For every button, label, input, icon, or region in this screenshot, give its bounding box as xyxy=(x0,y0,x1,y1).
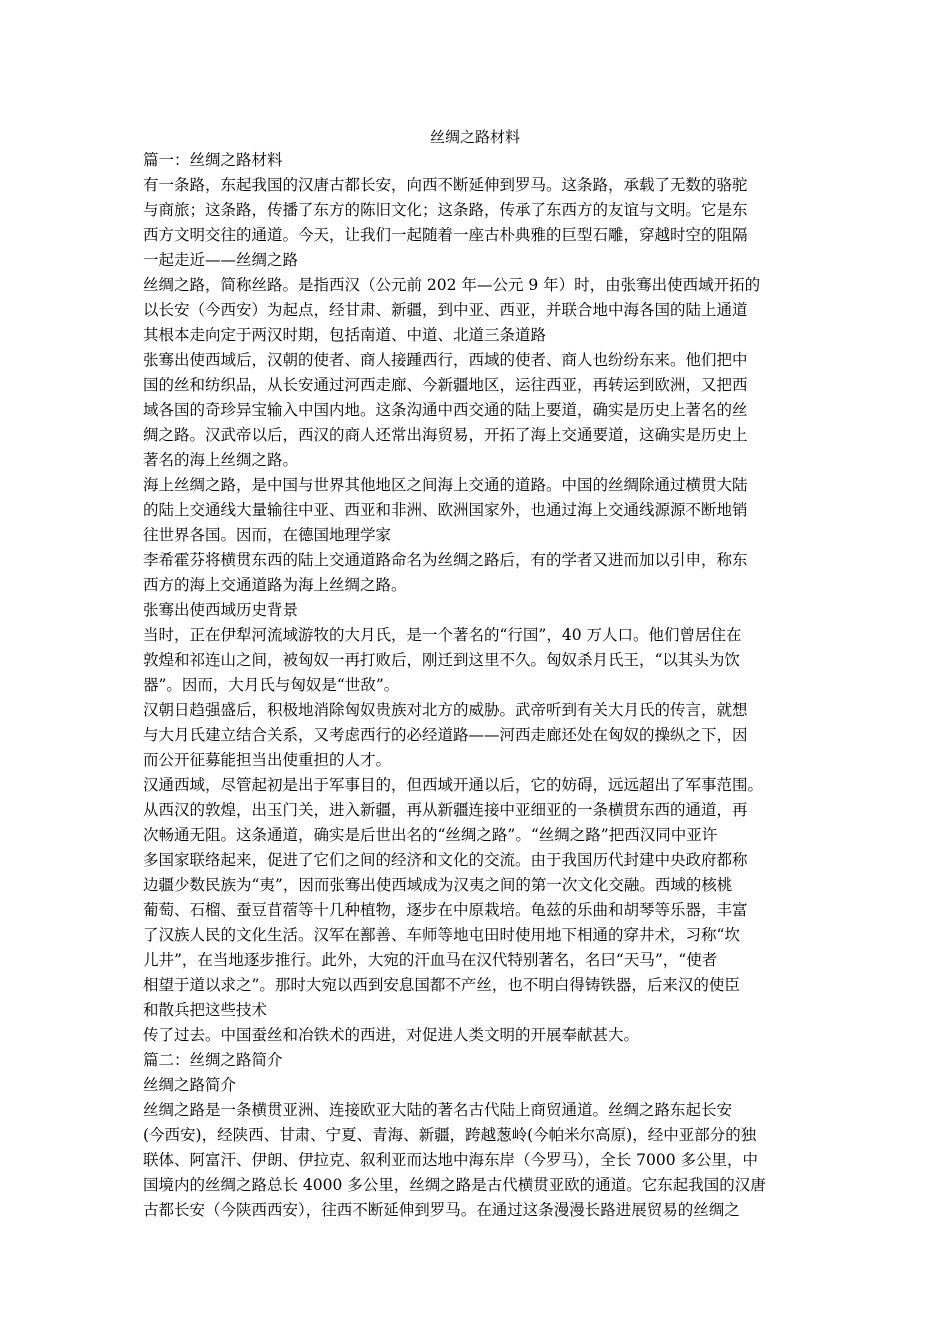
text-line: 国境内的丝绸之路总长 4000 多公里，丝绸之路是古代横贯亚欧的通道。它东起我国的汉唐 xyxy=(143,1176,766,1194)
text-line: 丝绸之路，简称丝路。是指西汉（公元前 202 年—公元 9 年）时，由张骞出使西域开拓的 xyxy=(143,276,761,294)
text-line: 李希霍芬将横贯东西的陆上交通道路命名为丝绸之路后，有的学者又进而加以引申，称东 xyxy=(143,551,748,569)
text-line: 当时，正在伊犁河流域游牧的大月氏，是一个著名的“行国”，40 万人口。他们曾居住在 xyxy=(143,626,742,644)
text-line: 边疆少数民族为“夷”，因而张骞出使西域成为汉夷之间的第一次文化交融。西域的核桃 xyxy=(143,876,733,894)
text-line: 其根本走向定于两汉时期，包括南道、中道、北道三条道路 xyxy=(143,326,547,344)
text-line: 汉通西域，尽管起初是出于军事目的，但西域开通以后，它的妨碍，远远超出了军事范围。 xyxy=(143,776,764,794)
text-line: 绸之路。汉武帝以后，西汉的商人还常出海贸易，开拓了海上交通要道，这确实是历史上 xyxy=(143,426,748,444)
text-line: 联体、阿富汗、伊朗、伊拉克、叙利亚而达地中海东岸（今罗马），全长 7000 多公里，中 xyxy=(143,1151,759,1169)
text-line: 与大月氏建立结合关系，又考虑西行的必经道路——河西走廊还处在匈奴的操纵之下，因 xyxy=(143,726,748,744)
text-line: 往世界各国。因而，在德国地理学家 xyxy=(143,526,392,544)
text-line: 器”。因而，大月氏与匈奴是“世敌”。 xyxy=(143,676,400,694)
text-line: 域各国的奇珍异宝输入中国内地。这条沟通中西交通的陆上要道，确实是历史上著名的丝 xyxy=(143,401,748,419)
text-line: 的陆上交通线大量输往中亚、西亚和非洲、欧洲国家外，也通过海上交通线源源不断地销 xyxy=(143,501,748,519)
text-line: 相望于道以求之”。那时大宛以西到安息国都不产丝，也不明白得铸铁器，后来汉的使臣 xyxy=(143,976,740,994)
text-line: 而公开征募能担当出使重担的人才。 xyxy=(143,751,392,769)
text-line: 从西汉的敦煌，出玉门关，进入新疆，再从新疆连接中亚细亚的一条横贯东西的通道，再 xyxy=(143,801,748,819)
text-line: 西方文明交往的通道。今天，让我们一起随着一座古朴典雅的巨型石雕，穿越时空的阻隔 xyxy=(143,226,748,244)
text-line: 与商旅；这条路，传播了东方的陈旧文化；这条路，传承了东西方的友谊与文明。它是东 xyxy=(143,201,748,219)
text-line: 国的丝和纺织品，从长安通过河西走廊、今新疆地区，运往西亚，再转运到欧洲，又把西 xyxy=(143,376,748,394)
text-line: (今西安)，经陕西、甘肃、宁夏、青海、新疆，跨越葱岭(今帕米尔高原)，经中亚部分的独 xyxy=(143,1126,757,1144)
text-line: 张骞出使西域后，汉朝的使者、商人接踵西行，西域的使者、商人也纷纷东来。他们把中 xyxy=(143,351,748,369)
text-line: 一起走近——丝绸之路 xyxy=(143,251,299,269)
text-line: 次畅通无阻。这条通道，确实是后世出名的“丝绸之路”。“丝绸之路”把西汉同中亚许 xyxy=(143,826,718,844)
text-line: 西方的海上交通道路为海上丝绸之路。 xyxy=(143,576,407,594)
text-line: 古都长安（今陕西西安），往西不断延伸到罗马。在通过这条漫漫长路进展贸易的丝绸之 xyxy=(143,1201,740,1219)
text-line: 汉朝日趋强盛后，积极地消除匈奴贵族对北方的威胁。武帝听到有关大月氏的传言，就想 xyxy=(143,701,748,719)
text-line: 海上丝绸之路，是中国与世界其他地区之间海上交通的道路。中国的丝绸除通过横贯大陆 xyxy=(143,476,748,494)
text-line: 以长安（今西安）为起点，经甘肃、新疆，到中亚、西亚，并联合地中海各国的陆上通道 xyxy=(143,301,748,319)
text-line: 了汉族人民的文化生活。汉军在鄯善、车师等地屯田时使用地下相通的穿井术，习称“坎 xyxy=(143,926,740,944)
text-line: 葡萄、石榴、蚕豆苜蓿等十几种植物，逐步在中原栽培。龟兹的乐曲和胡琴等乐器，丰富 xyxy=(143,901,748,919)
text-line: 张骞出使西域历史背景 xyxy=(143,601,299,619)
text-line: 敦煌和祁连山之间，被匈奴一再打败后，刚迁到这里不久。匈奴杀月氏王，“以其头为饮 xyxy=(143,651,740,669)
text-line: 儿井”，在当地逐步推行。此外，大宛的汗血马在汉代特别著名，名曰“天马”，“使者 xyxy=(143,951,718,969)
text-line: 著名的海上丝绸之路。 xyxy=(143,451,299,469)
text-line: 篇二：丝绸之路简介 xyxy=(143,1051,283,1069)
document-body xyxy=(143,148,813,1223)
text-line: 丝绸之路是一条横贯亚洲、连接欧亚大陆的著名古代陆上商贸通道。丝绸之路东起长安 xyxy=(143,1101,733,1119)
text-line: 篇一：丝绸之路材料 xyxy=(143,151,283,169)
text-line: 多国家联络起来，促进了它们之间的经济和文化的交流。由于我国历代封建中央政府都称 xyxy=(143,851,748,869)
text-line: 传了过去。中国蚕丝和冶铁术的西进，对促进人类文明的开展奉献甚大。 xyxy=(143,1026,640,1044)
text-line: 有一条路，东起我国的汉唐古都长安，向西不断延伸到罗马。这条路，承载了无数的骆驼 xyxy=(143,176,748,194)
text-line: 和散兵把这些技术 xyxy=(143,1001,268,1019)
document-title: 丝绸之路材料 xyxy=(429,128,520,146)
text-line: 丝绸之路简介 xyxy=(143,1076,237,1094)
